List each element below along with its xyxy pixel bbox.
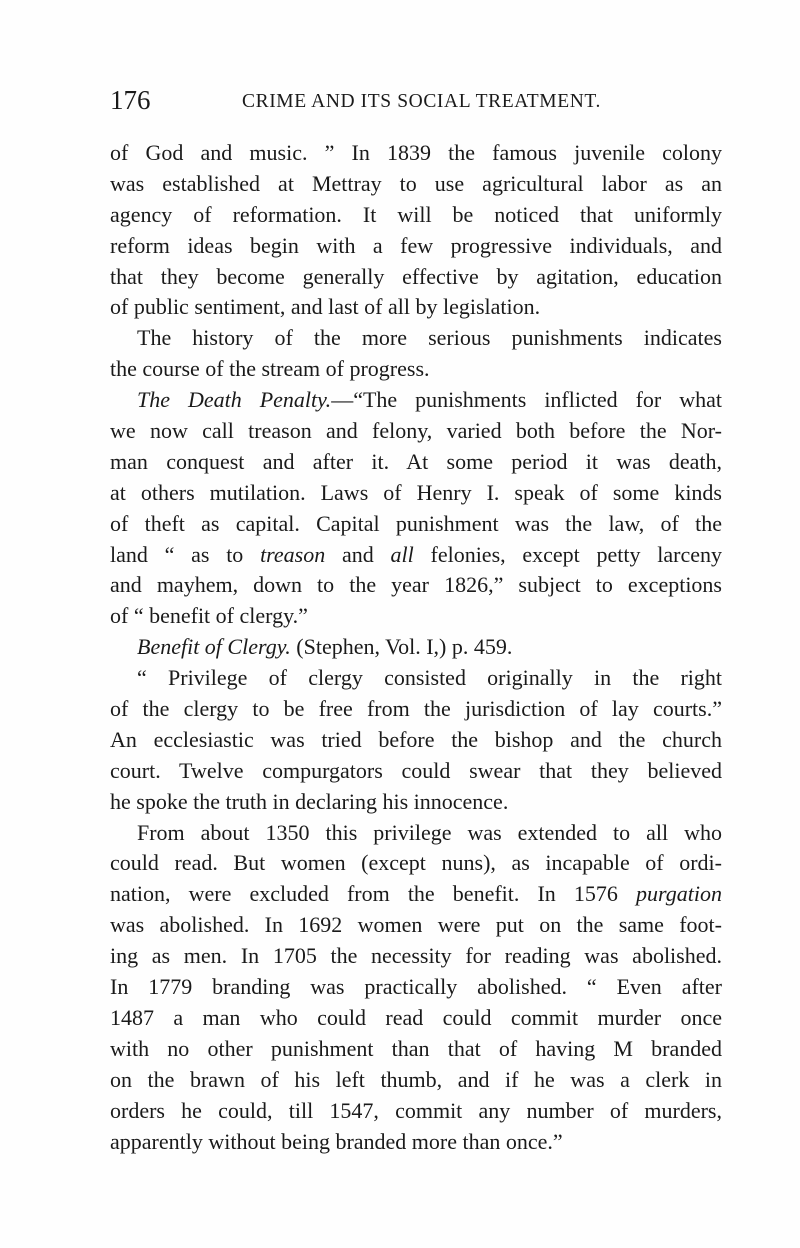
text-run: and <box>325 541 391 567</box>
body-text <box>110 138 722 1157</box>
text-line <box>110 385 722 416</box>
text-line: the course of the stream of progress. <box>110 356 430 382</box>
text-line: we now call treason and felony, varied both before the Nor- <box>110 418 722 444</box>
text-line: and mayhem, down to the year 1826,” subject to exceptions <box>110 572 722 598</box>
text-line: apparently without being branded more than once.” <box>110 1128 563 1154</box>
text-line: From about 1350 this privilege was extended to all who <box>137 819 722 845</box>
text-line: on the brawn of his left thumb, and if he was a clerk in <box>110 1066 722 1092</box>
emphasis-all: all <box>390 541 414 567</box>
text-line: that they become generally effective by agitation, education <box>110 263 722 289</box>
text-line: of theft as capital. Capital punishment was the law, of the <box>110 510 722 536</box>
text-line: An ecclesiastic was tried before the bishop and the church <box>110 726 722 752</box>
section-heading-death-penalty: The Death Penalty. <box>137 387 332 413</box>
text-line: could read. But women (except nuns), as incapable of ordi- <box>110 850 722 876</box>
text-line: man conquest and after it. At some period it was death, <box>110 448 722 474</box>
text-run: land “ as to <box>110 541 261 567</box>
section-heading-benefit-of-clergy: Benefit of Clergy. <box>137 634 291 660</box>
text-line: of God and music. ” In 1839 the famous juvenile colony <box>110 140 722 165</box>
text-line: 1487 a man who could read could commit murder once <box>110 1004 722 1030</box>
text-line: he spoke the truth in declaring his innocence. <box>110 788 509 814</box>
text-line: The history of the more serious punishments indicates <box>137 325 722 351</box>
text-run: nation, were excluded from the benefit. In 1576 <box>110 881 637 907</box>
text-run: felonies, except petty larceny <box>413 541 722 567</box>
text-line <box>110 632 722 663</box>
text-line <box>110 540 722 571</box>
text-line: was established at Mettray to use agricultural labor as an <box>110 170 722 196</box>
text-line: with no other punishment than that of having M branded <box>110 1035 722 1061</box>
text-line: reform ideas begin with a few progressive individuals, and <box>110 232 722 258</box>
text-line: of public sentiment, and last of all by legislation. <box>110 294 541 320</box>
text-line: was abolished. In 1692 women were put on the same foot- <box>110 912 722 938</box>
text-line: “ Privilege of clergy consisted originally in the right <box>137 665 722 691</box>
emphasis-purgation: purgation <box>636 881 722 907</box>
text-line: of the clergy to be free from the jurisdiction of lay courts.” <box>110 696 722 722</box>
text-run: (Stephen, Vol. I,) p. 459. <box>290 634 513 660</box>
emphasis-treason: treason <box>260 541 326 567</box>
page-header <box>110 84 722 116</box>
page-number: 176 <box>110 85 151 115</box>
text-run: —“The punishments inflicted for what <box>331 387 722 413</box>
text-line: agency of reformation. It will be noticed that uniformly <box>110 201 722 227</box>
text-line: court. Twelve compurgators could swear that they believed <box>110 757 722 783</box>
text-line: of “ benefit of clergy.” <box>110 603 308 629</box>
running-head: CRIME AND ITS SOCIAL TREATMENT. <box>242 91 601 112</box>
text-line: at others mutilation. Laws of Henry I. speak of some kinds <box>110 479 722 505</box>
text-line: In 1779 branding was practically abolished. “ Even after <box>110 974 722 1000</box>
text-line <box>110 879 722 910</box>
text-line: ing as men. In 1705 the necessity for reading was abolished. <box>110 943 722 969</box>
text-line: orders he could, till 1547, commit any number of murders, <box>110 1097 722 1123</box>
